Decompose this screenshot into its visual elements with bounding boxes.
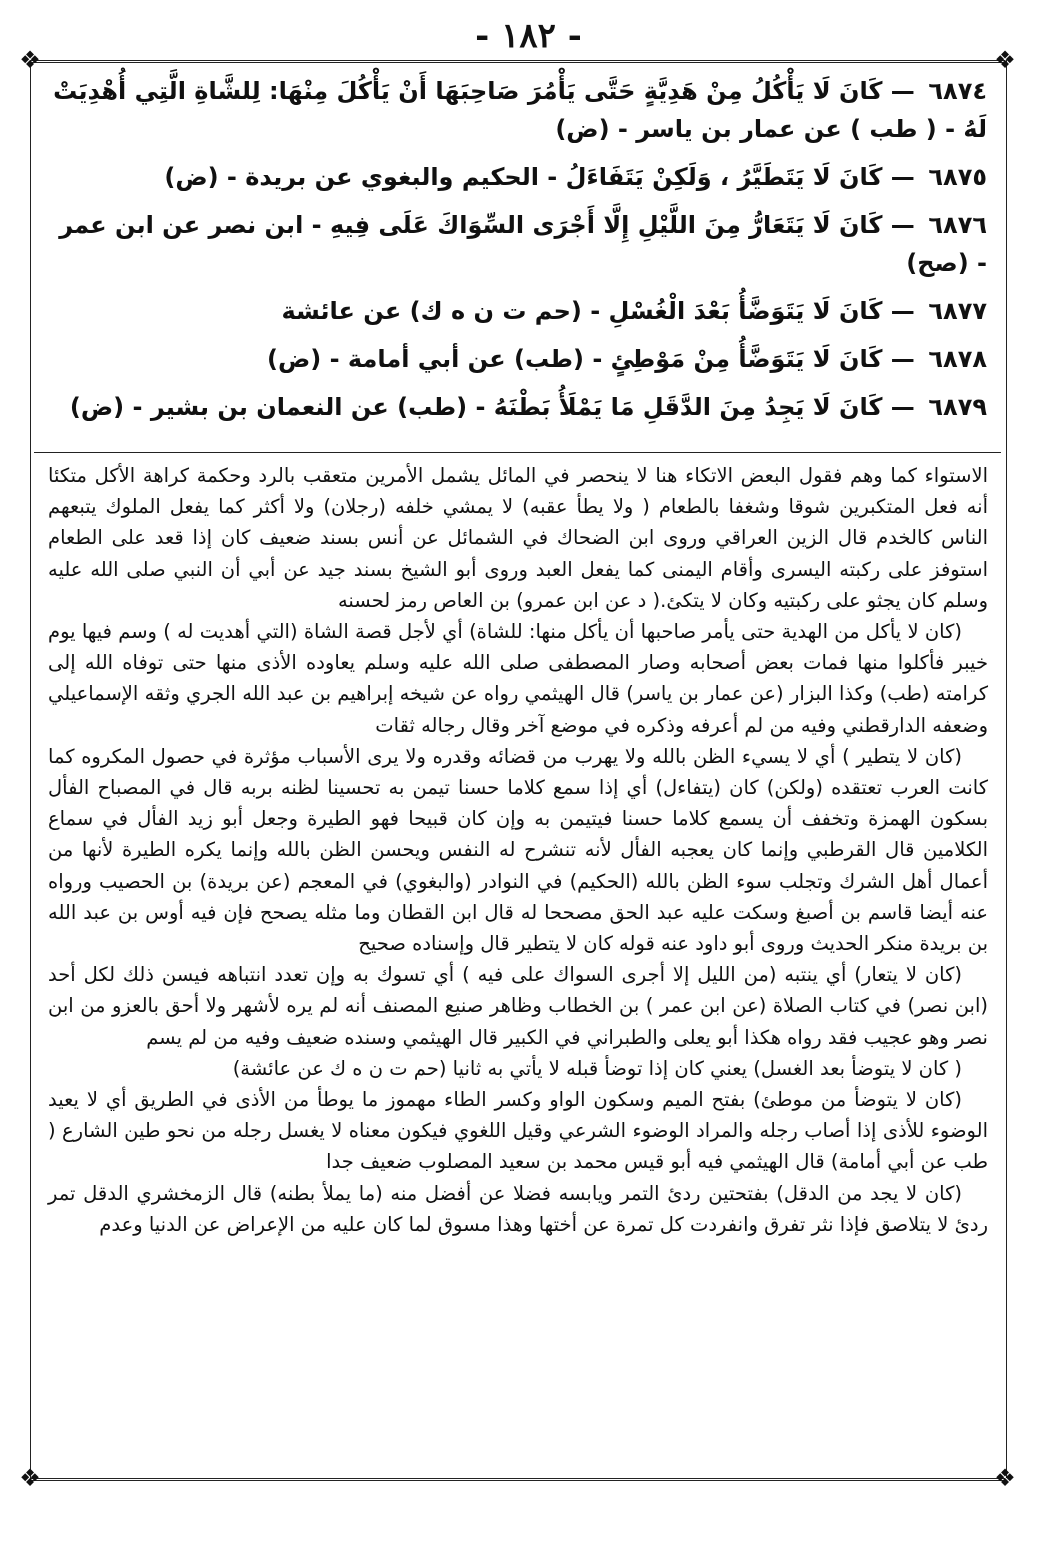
hadith-text: — كَانَ لَا يَتَوَضَّأُ بَعْدَ الْغُسْلِ - (حم ت ن ه ك) عن عائشة [281,297,915,325]
hadith-text: — كَانَ لَا يَجِدُ مِنَ الدَّقَلِ مَا يَمْلَأُ بَطْنَهُ - (طب) عن النعمان بن بشير - (ض) [69,393,915,421]
hadith-number: ٦٨٧٩ [928,393,987,421]
hadith-number: ٦٨٧٨ [928,345,987,373]
commentary-paragraph: (كان لا يجد من الدقل) بفتحتين ردئ التمر ويابسه فضلا عن أفضل منه (ما يملأ بطنه) قال الزمخشري الدقل تمر ردئ لا يتلاصق فإذا نثر تفرق وانفردت كل تمرة عن أختها وهذا مسوق لما كان عليه من الإعراض عن الدنيا وعدم [48,1181,988,1236]
hadith-number: ٦٨٧٤ [928,77,987,105]
hadith-text: — كَانَ لَا يَتَوَضَّأُ مِنْ مَوْطِئٍ - (طب) عن أبي أمامة - (ض) [267,345,915,373]
commentary-paragraph: الاستواء كما وهم فقول البعض الاتكاء هنا لا ينحصر في المائل يشمل الأمرين متعقب بالرد وحكمة كراهة الأكل متكئا أنه فعل المتكبرين شوقا وشغفا بالطعام ( ولا يطأ عقبه) لا يمشي خلفه (رجلان) ولا أكثر كما يفعل الملوك يتبعهم الناس كالخدم قال الزين العراقي وروى ابن الضحاك في الشمائل عن أنس بسند ضعيف كان إذا قعد على الطعام استوفز على ركبته اليسرى وأقام اليمنى كما يفعل العبد وروى أبو الشيخ بسند جيد عن أبي أن النبي صلى الله عليه وسلم كان يجثو على ركبتيه وكان لا يتكئ.( د عن ابن عمرو) بن العاص رمز لحسنه [48,464,988,612]
frame-top-border [30,60,1005,63]
page-number: - ١٨٢ - [475,16,582,56]
hadith-number: ٦٨٧٥ [928,163,987,191]
commentary-paragraph: (كان لا يتطير ) أي لا يسيء الظن بالله ولا يهرب من قضائه وقدره ولا يرى الأسباب مؤثرة في حصول المكروه كما كانت العرب تعتقده (ولكن) كان (يتفاءل) أي إذا سمع كلاما حسنا تيمن به تحسينا لظنه بربه قال في المصباح الفأل بسكون الهمزة وتخفف أن يسمع كلاما حسنا فيتيمن به وإن كان قبيحا فهو الطيرة وجعل أبو زيد الفأل في سماع الكلامين قال القرطبي وإنما كان يعجبه الفأل لأنه تنشرح له النفس ويحسن الظن بالله وإنما يكره الطيرة لأنها من أعمال أهل الشرك وتجلب سوء الظن بالله (الحكيم) في النوادر (والبغوي) في المعجم (عن بريدة) بن الحصيب ورواه عنه أيضا قاسم بن أصبغ وسكت عليه عبد الحق مصححا له قال ابن القطان وما مثله يصحح فإن فيه أوس بن عبد الله بن بريدة منكر الحديث وروى أبو داود عنه قوله كان لا يتطير قال وإسناده صحيح [48,744,988,956]
hadith-number: ٦٨٧٦ [928,211,987,239]
hadith-entry [52,292,987,330]
hadith-list [52,72,987,436]
hadith-entry [52,158,987,196]
hadith-entry [52,72,987,148]
hadith-entry [52,340,987,378]
commentary-paragraph: (كان لا يتوضأ من موطئ) بفتح الميم وسكون الواو وكسر الطاء مهموز ما يوطأ من الأذى في الطريق أي لا يعيد الوضوء للأذى إذا أصاب رجله والمراد الوضوء الشرعي وقيل اللغوي فيكون معناه لا يغسل رجله من نحو طين الشارع ( طب عن أبي أمامة) قال الهيثمي فيه أبو قيس محمد بن سعيد المصلوب ضعيف جدا [48,1088,988,1174]
hadith-number: ٦٨٧٧ [928,297,987,325]
commentary-section [48,460,988,1240]
hadith-text: — كَانَ لَا يَتَطَيَّرُ ، وَلَكِنْ يَتَفَاءَلُ - الحكيم والبغوي عن بريدة - (ض) [164,163,915,191]
commentary-paragraph: (كان لا يتعار) أي ينتبه (من الليل إلا أجرى السواك على فيه ) أي تسوك به وإن تعدد انتباهه فيسن ذلك لكل أحد (ابن نصر) في كتاب الصلاة (عن ابن عمر ) بن الخطاب وظاهر صنيع المصنف أنه لم يره لأشهر ولا أحق بالعزو من ابن نصر وهو عجيب فقد رواه هكذا أبو يعلى والطبراني في الكبير قال الهيثمي وسنده ضعيف وفيه من لم يسم [48,963,988,1049]
hadith-text: — كَانَ لَا يَأْكُلُ مِنْ هَدِيَّةٍ حَتَّى يَأْمُرَ صَاحِبَهَا أَنْ يَأْكُلَ مِنْهَا: لِلشَّاةِ الَّتِي أُهْدِيَتْ لَهُ - ( طب ) عن عمار بن ياسر - (ض) [53,77,987,143]
commentary-paragraph: ( كان لا يتوضأ بعد الغسل) يعني كان إذا توضأ قبله لا يأتي به ثانيا (حم ت ن ه ك عن عائشة) [232,1056,962,1080]
hadith-entry [52,206,987,282]
corner-ornament-icon: ❖ [994,1464,1016,1492]
frame-bottom-border [30,1478,1005,1481]
corner-ornament-icon: ❖ [19,1464,41,1492]
hadith-text: — كَانَ لَا يَتَعَارُّ مِنَ اللَّيْلِ إِلَّا أَجْرَى السِّوَاكَ عَلَى فِيهِ - ابن نصر عن ابن عمر - (صح) [59,211,987,277]
section-divider [34,452,1001,453]
commentary-paragraph: (كان لا يأكل من الهدية حتى يأمر صاحبها أن يأكل منها: للشاة) أي لأجل قصة الشاة (التي أهديت له ) وسم فيها يوم خيبر فأكلوا منها فمات بعض أصحابه وصار المصطفى صلى الله عليه وسلم يعاوده الأذى منها حتى توفاه الله إلى كرامته (طب) وكذا البزار (عن عمار بن ياسر) قال الهيثمي رواه عن شيخه إبراهيم بن عبد الله الجري وثقه الإسماعيلي وضعفه الدارقطني وفيه من لم أعرفه وذكره في موضع آخر وقال رجاله ثقات [48,620,988,737]
corner-ornament-icon: ❖ [19,46,41,74]
corner-ornament-icon: ❖ [994,46,1016,74]
hadith-entry [52,388,987,426]
